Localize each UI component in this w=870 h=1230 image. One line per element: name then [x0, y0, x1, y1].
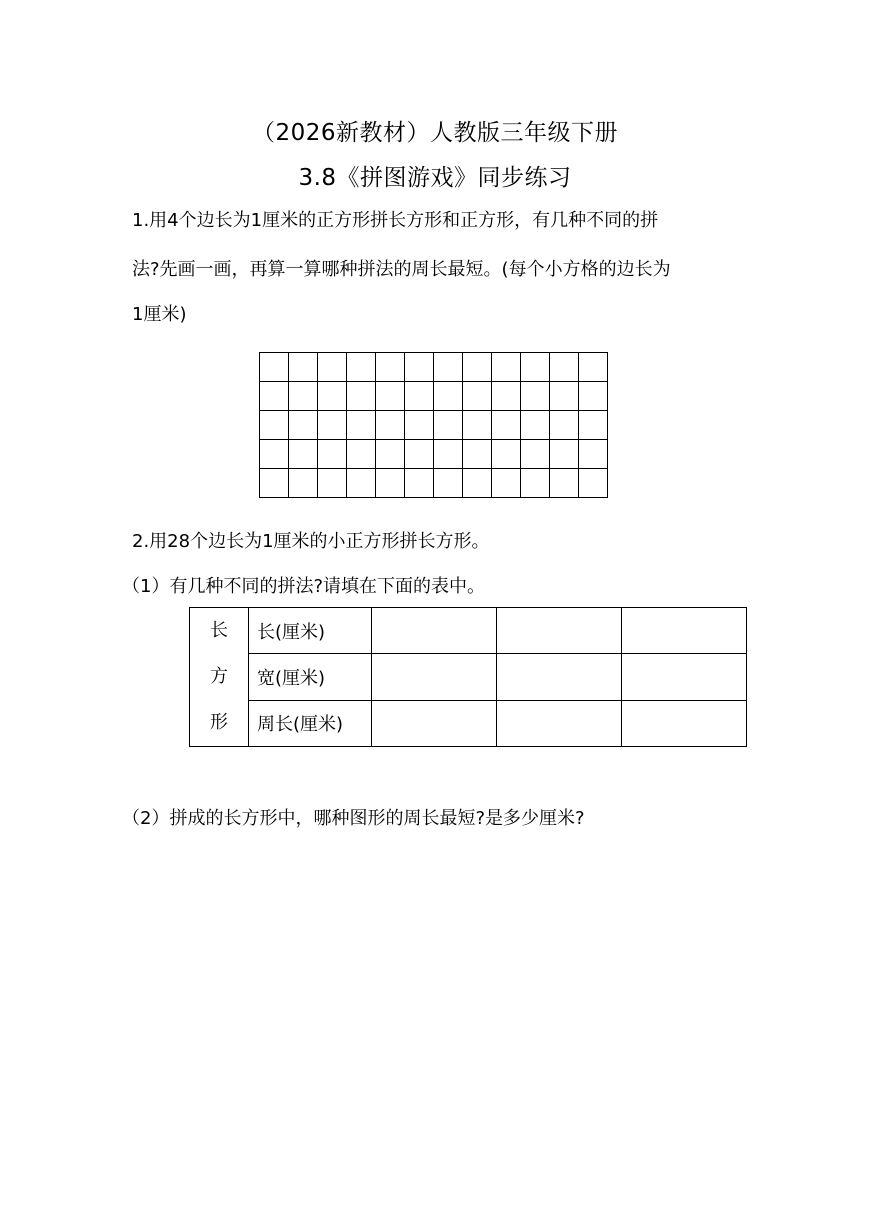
- grid-cell[interactable]: [260, 469, 289, 498]
- table-row: [190, 654, 747, 700]
- grid-cell[interactable]: [521, 382, 550, 411]
- answer-cell[interactable]: [497, 700, 622, 746]
- grid-cell[interactable]: [434, 382, 463, 411]
- grid-cell[interactable]: [405, 469, 434, 498]
- grid-row: [260, 353, 608, 382]
- drawing-grid[interactable]: [259, 352, 608, 498]
- answer-cell[interactable]: [497, 654, 622, 700]
- grid-cell[interactable]: [492, 469, 521, 498]
- grid-cell[interactable]: [405, 411, 434, 440]
- grid-cell[interactable]: [579, 440, 608, 469]
- grid-cell[interactable]: [463, 411, 492, 440]
- grid-cell[interactable]: [376, 353, 405, 382]
- side-label-char: 方: [210, 666, 228, 687]
- question1-text-line3: 1厘米): [132, 304, 187, 325]
- rectangle-side-label: [190, 608, 249, 747]
- question2-sub2: （2）拼成的长方形中，哪种图形的周长最短?是多少厘米?: [122, 808, 585, 829]
- grid-cell[interactable]: [463, 353, 492, 382]
- answer-cell[interactable]: [497, 608, 622, 654]
- grid-row: [260, 382, 608, 411]
- grid-cell[interactable]: [376, 382, 405, 411]
- grid-cell[interactable]: [550, 411, 579, 440]
- grid-cell[interactable]: [376, 411, 405, 440]
- document-subtitle: 3.8《拼图游戏》同步练习: [298, 165, 572, 191]
- grid-cell[interactable]: [318, 469, 347, 498]
- answer-cell[interactable]: [372, 654, 497, 700]
- row-label-length: 长(厘米): [249, 608, 372, 654]
- grid-cell[interactable]: [260, 353, 289, 382]
- question2-stem: 2.用28个边长为1厘米的小正方形拼长方形。: [132, 531, 490, 552]
- grid-cell[interactable]: [318, 382, 347, 411]
- grid-cell[interactable]: [347, 353, 376, 382]
- grid-cell[interactable]: [405, 440, 434, 469]
- grid-cell[interactable]: [579, 382, 608, 411]
- grid-cell[interactable]: [318, 411, 347, 440]
- grid-cell[interactable]: [289, 411, 318, 440]
- grid-cell[interactable]: [463, 382, 492, 411]
- grid-cell[interactable]: [463, 469, 492, 498]
- grid-cell[interactable]: [260, 440, 289, 469]
- grid-cell[interactable]: [492, 411, 521, 440]
- grid-cell[interactable]: [550, 469, 579, 498]
- document-title: （2026新教材）人教版三年级下册: [251, 120, 619, 146]
- grid-cell[interactable]: [376, 440, 405, 469]
- grid-cell[interactable]: [289, 469, 318, 498]
- answer-cell[interactable]: [622, 700, 747, 746]
- grid-cell[interactable]: [550, 353, 579, 382]
- question1-text-line2: 法?先画一画，再算一算哪种拼法的周长最短。(每个小方格的边长为: [132, 259, 671, 280]
- grid-cell[interactable]: [434, 353, 463, 382]
- grid-cell[interactable]: [260, 411, 289, 440]
- rectangle-answer-table: [189, 607, 747, 747]
- grid-row: [260, 469, 608, 498]
- grid-cell[interactable]: [550, 440, 579, 469]
- grid-cell[interactable]: [318, 353, 347, 382]
- grid-cell[interactable]: [492, 382, 521, 411]
- grid-cell[interactable]: [289, 353, 318, 382]
- grid-cell[interactable]: [318, 440, 347, 469]
- answer-cell[interactable]: [372, 700, 497, 746]
- row-label-perimeter: 周长(厘米): [249, 700, 372, 746]
- side-label-char: 形: [210, 712, 228, 733]
- side-label-char: 长: [210, 620, 228, 641]
- grid-cell[interactable]: [579, 353, 608, 382]
- answer-cell[interactable]: [622, 608, 747, 654]
- grid-cell[interactable]: [463, 440, 492, 469]
- question1-text-line1: 1.用4个边长为1厘米的正方形拼长方形和正方形，有几种不同的拼: [132, 210, 659, 231]
- grid-cell[interactable]: [434, 411, 463, 440]
- grid-cell[interactable]: [347, 440, 376, 469]
- grid-cell[interactable]: [405, 353, 434, 382]
- grid-cell[interactable]: [550, 382, 579, 411]
- answer-cell[interactable]: [372, 608, 497, 654]
- grid-cell[interactable]: [521, 411, 550, 440]
- grid-cell[interactable]: [434, 440, 463, 469]
- grid-cell[interactable]: [579, 469, 608, 498]
- grid-cell[interactable]: [289, 440, 318, 469]
- grid-cell[interactable]: [492, 353, 521, 382]
- grid-cell[interactable]: [376, 469, 405, 498]
- grid-cell[interactable]: [521, 440, 550, 469]
- grid-cell[interactable]: [434, 469, 463, 498]
- grid-cell[interactable]: [521, 469, 550, 498]
- answer-cell[interactable]: [622, 654, 747, 700]
- grid-row: [260, 440, 608, 469]
- grid-cell[interactable]: [347, 411, 376, 440]
- table-row: [190, 700, 747, 746]
- grid-cell[interactable]: [347, 382, 376, 411]
- grid-row: [260, 411, 608, 440]
- grid-cell[interactable]: [289, 382, 318, 411]
- table-row: [190, 608, 747, 654]
- grid-cell[interactable]: [260, 382, 289, 411]
- row-label-width: 宽(厘米): [249, 654, 372, 700]
- grid-cell[interactable]: [347, 469, 376, 498]
- grid-cell[interactable]: [405, 382, 434, 411]
- grid-cell[interactable]: [492, 440, 521, 469]
- grid-cell[interactable]: [579, 411, 608, 440]
- question2-sub1: （1）有几种不同的拼法?请填在下面的表中。: [122, 576, 486, 597]
- grid-cell[interactable]: [521, 353, 550, 382]
